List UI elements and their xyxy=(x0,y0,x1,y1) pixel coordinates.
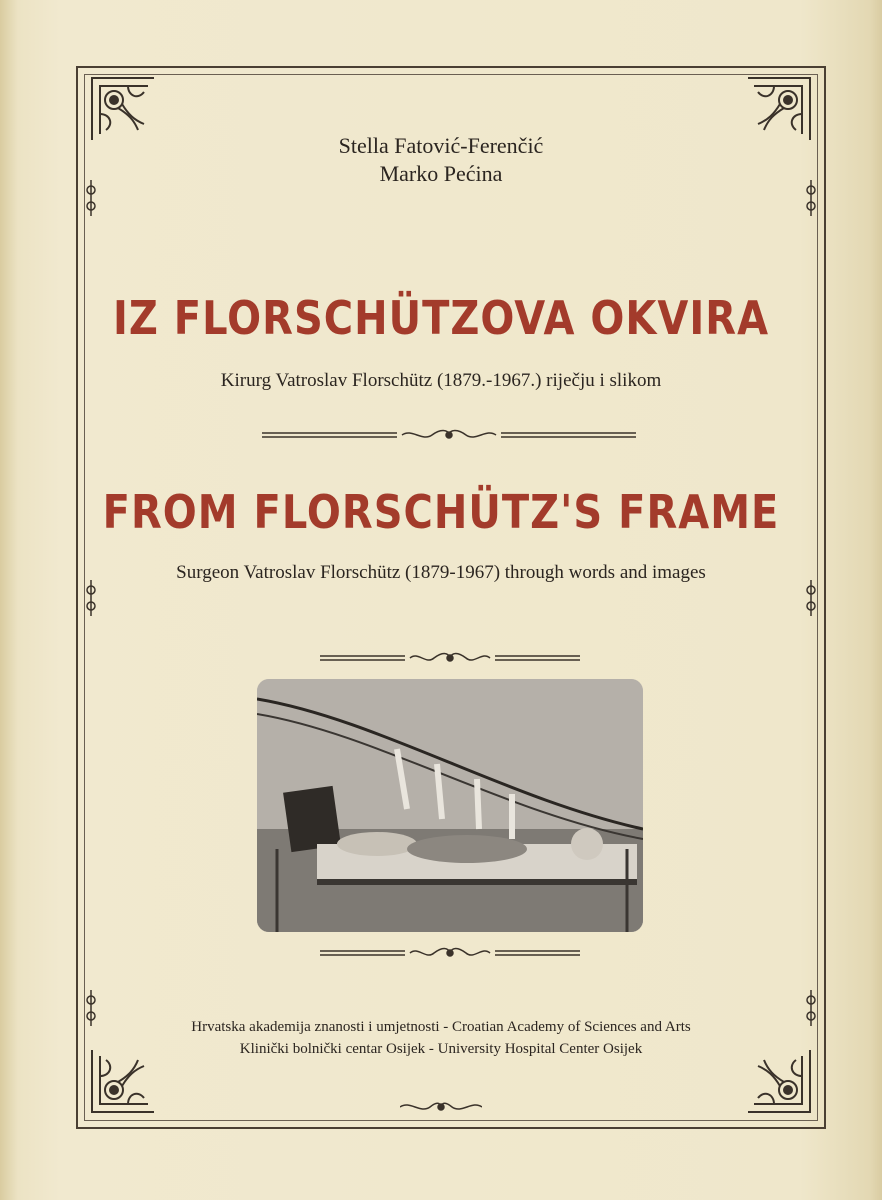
author-1: Stella Fatović-Ferenčić xyxy=(338,133,544,158)
divider-ornament-icon xyxy=(320,651,580,665)
publisher-1: Hrvatska akademija znanosti i umjetnosti - Croatian Academy of Sciences and Arts xyxy=(191,1019,691,1035)
subtitle-croatian: Kirurg Vatroslav Florschütz (1879.-1967.) riječju i slikom xyxy=(220,370,662,391)
title-english: FROM FLORSCHÜTZ'S FRAME xyxy=(102,486,780,540)
publisher-2: Klinički bolnički centar Osijek - University Hospital Center Osijek xyxy=(239,1041,643,1057)
side-ornament-icon xyxy=(804,580,818,616)
bottom-ornament-icon xyxy=(400,1100,482,1114)
divider-ornament-icon xyxy=(262,428,636,442)
inner-frame-border xyxy=(84,74,818,1121)
side-ornament-icon xyxy=(84,580,98,616)
title-croatian: IZ FLORSCHÜTZOVA OKVIRA xyxy=(112,292,770,346)
subtitle-english: Surgeon Vatroslav Florschütz (1879-1967) through words and images xyxy=(176,562,706,583)
historical-photo-traction-bed xyxy=(257,679,643,932)
divider-ornament-icon xyxy=(320,946,580,960)
author-2: Marko Pećina xyxy=(379,161,503,186)
